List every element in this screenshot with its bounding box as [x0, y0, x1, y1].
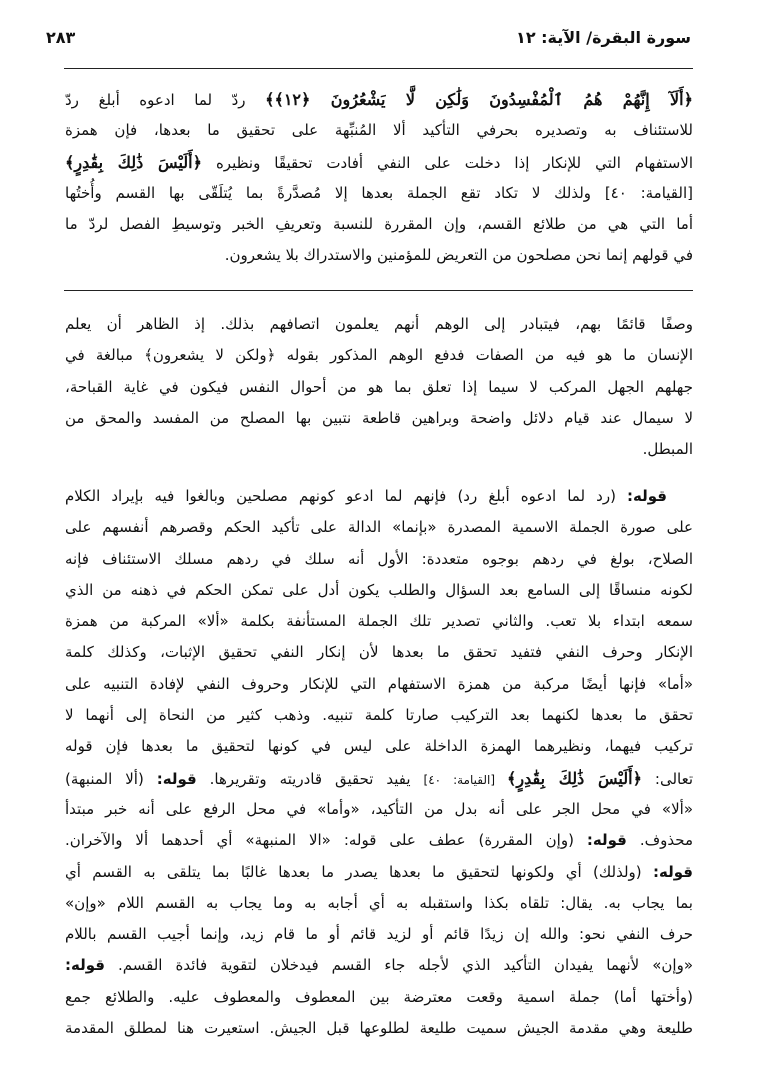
- text-segment: (وإن المقررة) عطف على قوله: «الا المنبهة» أي أحدهما ألا والآخران.: [65, 831, 587, 850]
- text-line: [65, 340, 693, 371]
- text-segment: جهلهم الجهل المركب لا سيما إذا تعلق بما هو من أحوال النفس فيكون في غاية القباحة،: [65, 377, 693, 396]
- header-divider: [64, 68, 693, 69]
- text-line: [65, 857, 693, 888]
- text-segment: «أما» فإنها أيضًا مركبة من همزة الاستفهام التي للإنكار وحروف النفي لإفادة التنبيه على: [65, 674, 693, 693]
- text-segment: حرف النفي نحو: والله إن زيدًا قائم أو لزيد قائم أو ما قام زيد، وإنما أجيب القسم باللام: [65, 925, 693, 944]
- text-segment: (ولذلك) أي ولكونها لتحقيق ما بعدها يصدر ما بعدها غالبًا بما يتلقى به القسم أي: [65, 862, 654, 881]
- text-line: [65, 950, 693, 981]
- text-line: [65, 825, 693, 856]
- text-segment: الصلاح، بولغ في ردهم بوجوه متعددة: الأول أنه سلك في ردهم مسلك الاستئناف فإنه: [65, 549, 693, 568]
- text-segment: «ألا» في محل الجر على أنه بدل من التأكيد، «وأما» في محل الرفع على أنه خبر مبتدأ: [65, 799, 693, 818]
- text-line: [65, 700, 693, 731]
- text-segment: سمعه ابتداء بلا تعب. والثاني تصدير تلك الجملة المستأنفة بكلمة «ألا» المركبة من همزة: [65, 612, 693, 631]
- gloss-keyword: قوله:: [156, 769, 197, 788]
- page-number: ٢٨٣: [46, 28, 76, 47]
- quran-quote: ﴿أَلَيْسَ ذَٰلِكَ بِقَٰدِرٍ﴾: [507, 768, 642, 788]
- text-segment: طليعة وهي مقدمة الجيش سميت طليعة لطلوعها قبل الجيش. استعيرت هنا لمطلق المقدمة: [65, 1019, 693, 1038]
- text-segment: للاستئناف به وتصديره بحرفي التأكيد ألا المُنبِّهة على تحقيق ما بعدها، فإن همزة: [65, 121, 693, 140]
- gloss-keyword: قوله:: [65, 956, 105, 975]
- gloss-keyword: قوله:: [627, 487, 667, 505]
- text-segment: (ألا المنبهة): [65, 769, 157, 788]
- text-segment: على صورة الجملة الاسمية المصدرة «بإنما» الدالة على تأكيد الحكم وقصرهم أنفسهم على: [65, 518, 693, 537]
- text-segment: الإنسان ما هو فيه من الصفات فدفع الوهم المذكور بقوله ﴿ولكن لا يشعرون﴾ مبالغة في: [65, 346, 693, 365]
- commentary-text-block: [65, 84, 693, 272]
- text-segment: بما يجاب به. يقال: تلقاه بكذا واستقبله به أي أجابه به وما يجاب به القسم اللام «وإن»: [65, 893, 693, 912]
- quran-quote: ﴿أَلَيْسَ ذَٰلِكَ بِقَٰدِرٍ﴾: [65, 152, 202, 172]
- text-line: [65, 575, 693, 606]
- text-line: [65, 434, 693, 465]
- text-segment: وصفًا قائمًا بهم، فيتبادر إلى الوهم أنهم يعلمون اتصافهم بذلك. إذ الظاهر أن يعلم: [65, 315, 693, 333]
- text-line: [65, 606, 693, 637]
- text-segment: (وأختها أما) جملة اسمية وقعت معترضة بين المعطوف والمعطوف عليه. والطلائع جمع: [65, 987, 693, 1006]
- text-line: [65, 763, 693, 794]
- text-segment: يفيد تحقيق قادريته وتقريرها.: [196, 769, 424, 788]
- gloss-text-block: [65, 481, 693, 1044]
- text-line: [65, 888, 693, 919]
- text-line: [65, 794, 693, 825]
- text-segment: الاستفهام التي للإنكار إذا دخلت على النفي أفادت تحقيقًا ونظيره: [201, 153, 693, 172]
- text-segment: [القيامة: ٤٠]: [423, 772, 507, 787]
- running-header-title: سورة البقرة/ الآية: ١٢: [516, 28, 691, 47]
- text-segment: في قولهم إنما نحن مصلحون من التعريض للمؤمنين والاستدراك بلا يشعرون.: [224, 246, 693, 265]
- text-segment: لا سيمال عند قيام دلائل واضحة وبراهين قاطعة نتبين بها المصلح من المفسد والمحق من: [65, 408, 693, 427]
- gloss-keyword: قوله:: [586, 831, 627, 850]
- gloss-keyword: قوله:: [653, 862, 693, 881]
- continued-text-block: [65, 309, 693, 465]
- text-line: [65, 544, 693, 575]
- text-segment: تحقق ما بعدها لكنهما بعد التركيب صارتا كلمة تنبيه. وذهب كثير من النحاة إلى أنهما لا: [65, 706, 693, 725]
- text-line: [65, 637, 693, 668]
- text-line: [65, 669, 693, 700]
- text-line: [65, 309, 693, 340]
- text-line: [65, 240, 693, 271]
- text-line: [65, 403, 693, 434]
- text-line: [65, 209, 693, 240]
- text-segment: «وإن» لأنهما يفيدان التأكيد الذي لأجله جاء القسم فيدخلان لتقوية فائدة القسم.: [104, 956, 693, 975]
- text-line: [65, 481, 693, 512]
- text-segment: المبطل.: [642, 440, 693, 459]
- text-segment: الإنكار وحرف النفي فتفيد تحقق ما بعدها لأن إنكار النفي تحقيق الإثبات، وكذلك كلمة: [65, 643, 693, 662]
- text-line: [65, 731, 693, 762]
- text-line: [65, 1013, 693, 1044]
- text-segment: لكونه منساقًا إلى السامع بعد السؤال والطلب يكون أدل على تمكن الحكم في ذهنه من الذي: [65, 580, 693, 599]
- text-line: [65, 919, 693, 950]
- text-segment: محذوف.: [626, 831, 693, 850]
- text-line: [65, 982, 693, 1013]
- section-divider: [64, 290, 693, 291]
- text-segment: (رد لما ادعوه أبلغ رد) فإنهم لما ادعو كونهم مصلحين وبالغوا فيه بإيراد الكلام: [65, 487, 628, 505]
- text-line: [65, 512, 693, 543]
- text-line: [65, 372, 693, 403]
- text-line: [65, 84, 693, 115]
- text-segment: تركيب فيهما، ونظيرهما الهمزة الداخلة على ليس في كونها لتحقيق ما بعدها فإن قوله: [65, 737, 693, 756]
- text-line: [65, 147, 693, 178]
- text-line: [65, 178, 693, 209]
- text-segment: ردّ لما ادعوه أبلغ ردّ: [65, 91, 266, 109]
- text-segment: [القيامة: ٤٠] ولذلك لا تكاد تقع الجملة بعدها إلا مُصدَّرةً بما يُتلَقّى بها القسم وأُختُها: [65, 183, 693, 202]
- text-line: [65, 115, 693, 146]
- quran-quote: ﴿أَلَآ إِنَّهُمْ هُمُ ٱلْمُفْسِدُونَ وَلَٰكِن لَّا يَشْعُرُونَ ﴿١٢﴾﴾: [265, 90, 693, 109]
- text-segment: أما التي هي من طلائع القسم، وإن المقررة للنسبة وتعريفِ الخبر وتوسيطِ الفصل لردّ ما: [65, 215, 693, 234]
- text-segment: تعالى:: [641, 769, 694, 788]
